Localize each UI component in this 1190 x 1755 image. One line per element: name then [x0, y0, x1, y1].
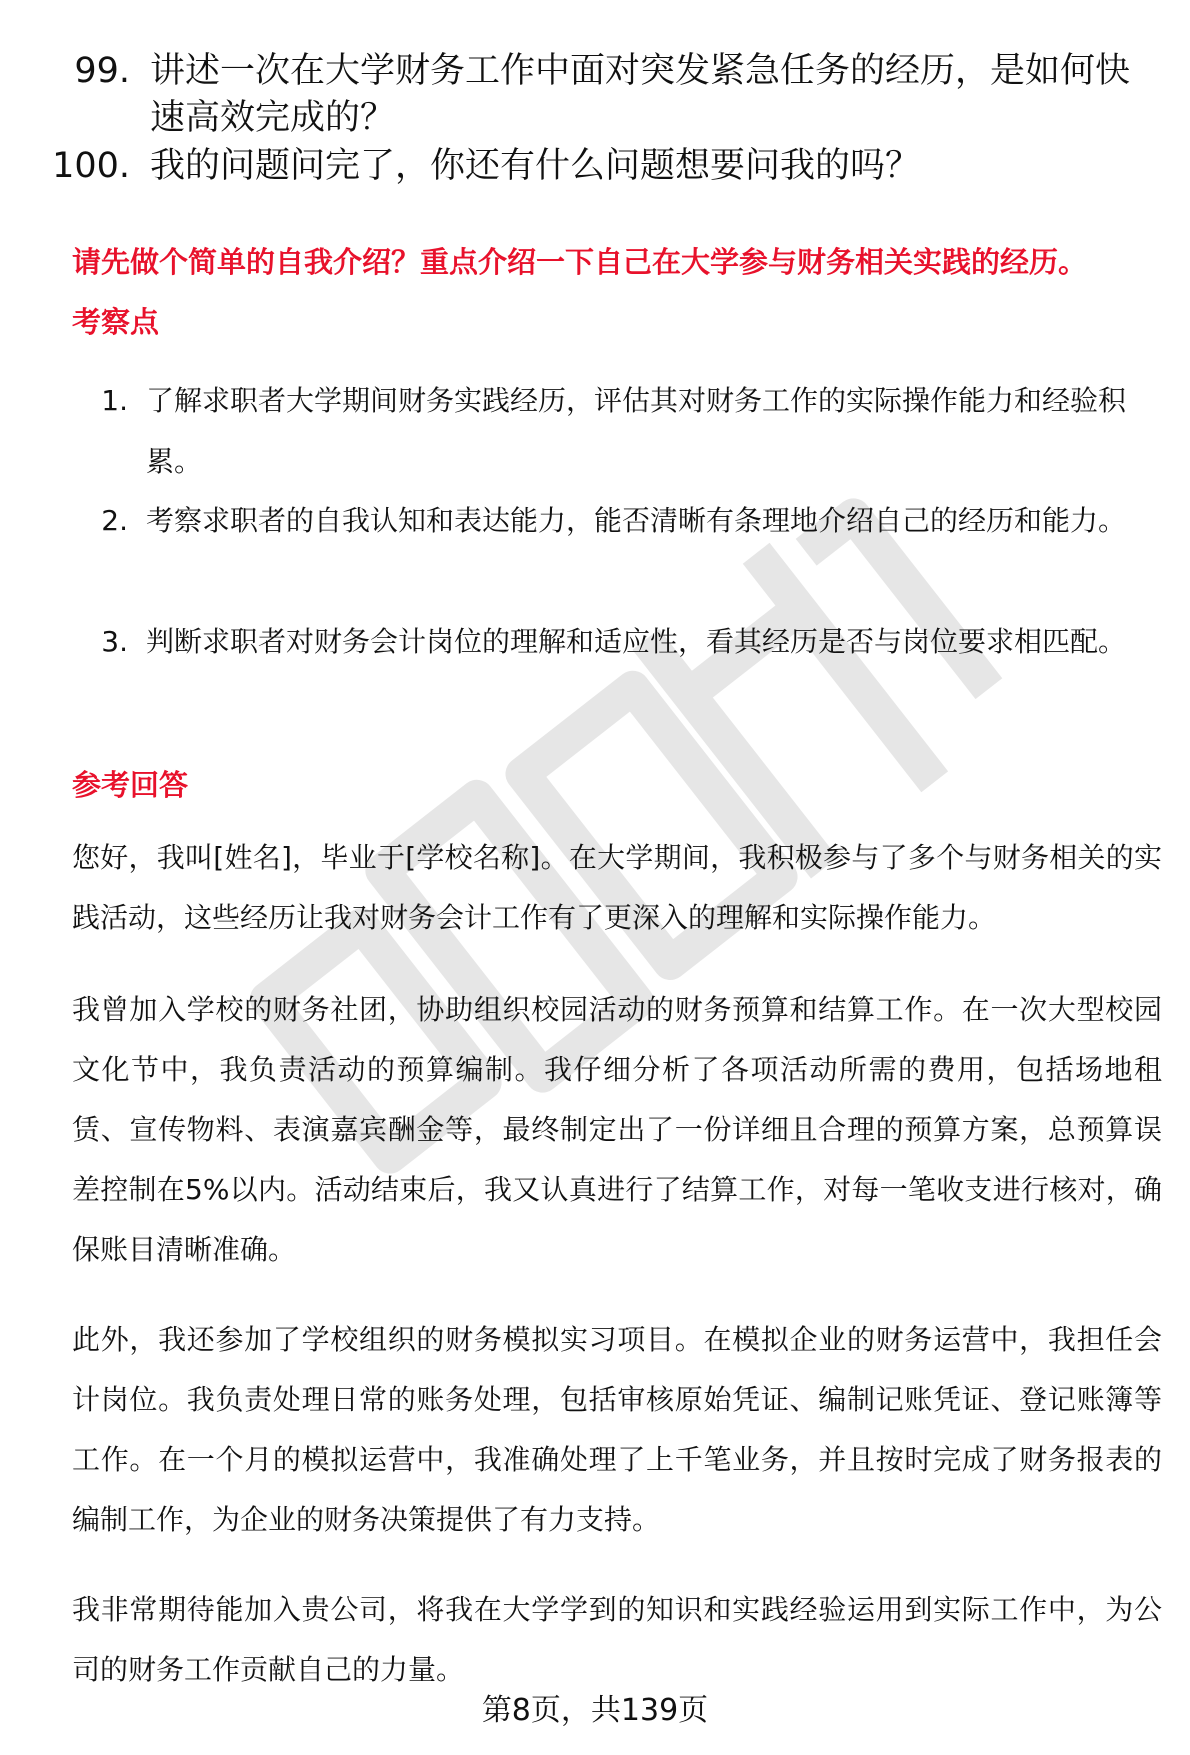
- answer-heading: 参考回答: [72, 768, 189, 802]
- list-item-text: 了解求职者大学期间财务实践经历，评估其对财务工作的实际操作能力和经验积累。: [146, 384, 1127, 478]
- question-100: [40, 143, 1160, 190]
- list-item-text: 考察求职者的自我认知和表达能力，能否清晰有条理地介绍自己的经历和能力。: [146, 504, 1127, 537]
- list-item-number: 3.: [101, 625, 128, 658]
- list-item: [80, 611, 1160, 672]
- question-text: 我的问题问完了，你还有什么问题想要问我的吗？: [150, 146, 921, 186]
- list-item-number: 1.: [101, 384, 128, 417]
- answer-paragraph: 我曾加入学校的财务社团，协助组织校园活动的财务预算和结算工作。在一次大型校园文化节中，我负责活动的预算编制。我仔细分析了各项活动所需的费用，包括场地租赁、宣传物料、表演嘉宾酬金等，最终制定出了一份详细且合理的预算方案，总预算误差控制在5%以内。活动结束后，我又认真进行了结算工作，对每一笔收支进行核对，确保账目清晰准确。: [72, 993, 1162, 1266]
- section-title: 请先做个简单的自我介绍？重点介绍一下自己在大学参与财务相关实践的经历。: [72, 245, 1088, 279]
- page-number: 第8页，共139页: [481, 1693, 709, 1728]
- question-number: 100.: [52, 146, 130, 186]
- question-text: 讲述一次在大学财务工作中面对突发紧急任务的经历，是如何快速高效完成的？: [150, 51, 1131, 138]
- answer-paragraph: 此外，我还参加了学校组织的财务模拟实习项目。在模拟企业的财务运营中，我担任会计岗位。我负责处理日常的账务处理，包括审核原始凭证、编制记账凭证、登记账簿等工作。在一个月的模拟运营中，我准确处理了上千笔业务，并且按时完成了财务报表的编制工作，为企业的财务决策提供了有力支持。: [72, 1323, 1162, 1536]
- answer-paragraph: 我非常期待能加入贵公司，将我在大学学到的知识和实践经验运用到实际工作中，为公司的财务工作贡献自己的力量。: [72, 1593, 1162, 1686]
- list-item-text: 判断求职者对财务会计岗位的理解和适应性，看其经历是否与岗位要求相匹配。: [146, 625, 1127, 658]
- answer-paragraph: 您好，我叫[姓名]，毕业于[学校名称]。在大学期间，我积极参与了多个与财务相关的实践活动，这些经历让我对财务会计工作有了更深入的理解和实际操作能力。: [72, 841, 1162, 934]
- question-number: 99.: [74, 51, 130, 91]
- points-heading: 考察点: [72, 305, 160, 339]
- list-item: [80, 490, 1160, 551]
- list-item: [80, 370, 1160, 492]
- question-99: [40, 48, 1160, 142]
- list-item-number: 2.: [101, 504, 128, 537]
